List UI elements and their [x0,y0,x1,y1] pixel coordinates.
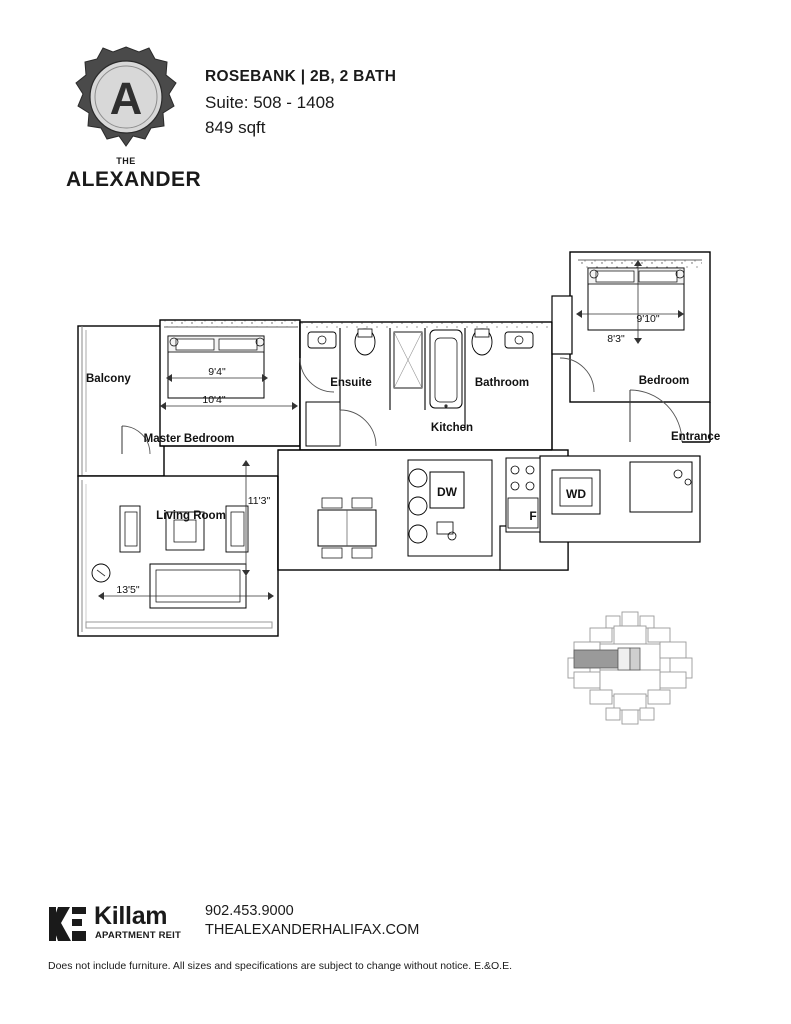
suite-area: 849 sqft [205,118,266,137]
page-header [0,32,791,202]
key-plan-highlight [574,648,640,670]
room-label-kitchen: Kitchen [430,422,474,434]
alexander-crest-icon [71,44,181,154]
brand-the-label: THE [116,156,136,166]
killam-subtitle: APARTMENT REIT [95,930,182,941]
suite-title-block [205,68,396,138]
dimension-living-depth: 13'5" [116,584,140,596]
dimension-bedroom-width: 9'10" [636,313,660,325]
key-plan [560,610,700,730]
appliance-label-washer-dryer: WD [566,487,586,501]
dimension-bedroom-depth: 8'3" [607,333,625,345]
room-label-entrance: Entrance [671,431,721,443]
room-label-bathroom: Bathroom [474,377,530,389]
website-url[interactable]: THEALEXANDERHALIFAX.COM [205,922,420,938]
brand-name-label: ALEXANDER [66,168,202,191]
killam-logo [48,903,198,945]
dimension-master-depth: 10'4" [202,394,226,406]
appliance-label-fridge: F [529,509,537,523]
room-label-bedroom: Bedroom [638,375,690,387]
disclaimer-text: Does not include furniture. All sizes and specifications are subject to change without notice. E.&O.E. [48,960,513,972]
dimension-living-width: 11'3" [247,495,271,507]
room-label-living-room: Living Room [156,510,226,522]
dimension-master-width: 9'4" [208,366,226,378]
contact-block [205,902,419,940]
appliance-label-dishwasher: DW [437,485,457,499]
room-label-master-bedroom: Master Bedroom [143,433,235,445]
svg-text:A: A [109,73,143,124]
page-footer [0,890,791,1010]
room-label-balcony: Balcony [86,373,131,385]
killam-wordmark: Killam [94,902,168,930]
suite-type: ROSEBANK | 2B, 2 BATH [205,68,397,85]
killam-mark-icon [48,905,88,943]
brand-logo [66,44,202,204]
suite-numbers: Suite: 508 - 1408 [205,93,335,112]
room-label-ensuite: Ensuite [330,377,372,389]
phone-number[interactable]: 902.453.9000 [205,903,294,919]
